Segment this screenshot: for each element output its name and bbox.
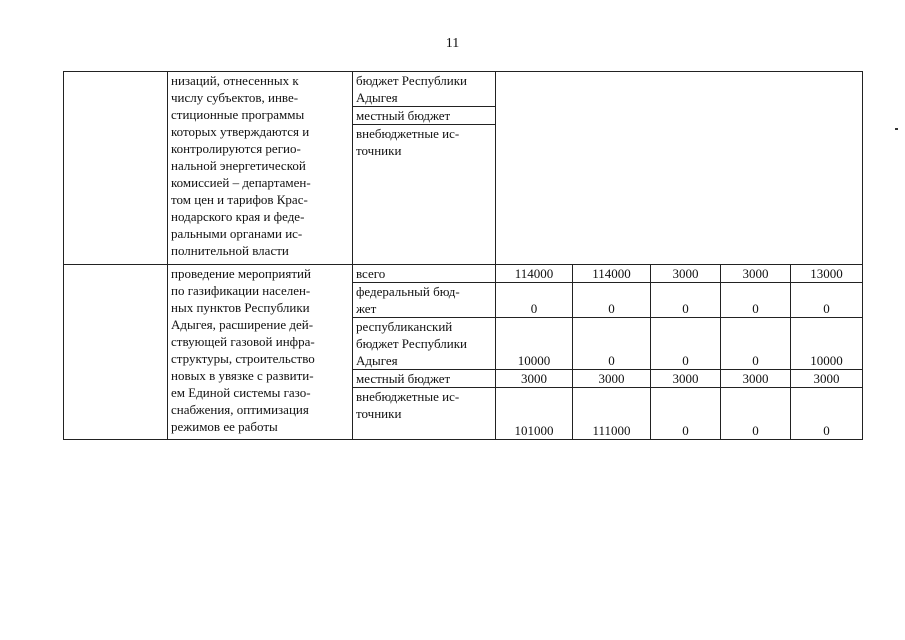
scan-artifact-mark (895, 128, 898, 130)
block1-source-regional-budget: бюджет Республики Адыгея (353, 72, 496, 107)
block2-regional-value-2: 0 (573, 318, 651, 370)
block2-local-value-5: 3000 (791, 370, 863, 388)
block2-total-value-5: 13000 (791, 265, 863, 283)
block2-federal-value-1: 0 (496, 283, 573, 318)
block2-total-value-1: 114000 (496, 265, 573, 283)
page-number: 11 (445, 36, 460, 51)
block2-regional-value-1: 10000 (496, 318, 573, 370)
block1-row-regional-budget (64, 72, 863, 107)
block2-extrabudgetary-value-5: 0 (791, 388, 863, 440)
block2-local-value-4: 3000 (721, 370, 791, 388)
block1-values-empty (496, 72, 863, 265)
block2-source-federal: федеральный бюд- жет (353, 283, 496, 318)
block2-extrabudgetary-value-2: 111000 (573, 388, 651, 440)
block1-number-cell (64, 72, 168, 265)
block2-source-total: всего (353, 265, 496, 283)
block2-description: проведение мероприятий по газификации населен- ных пунктов Республики Адыгея, расширение дей- ствующей газовой инфра- структуры, строительство новых в увязке с развити- ем Единой системы газо- снабжения, оптимизация режимов ее работы (168, 265, 353, 440)
block2-source-extrabudgetary: внебюджетные ис- точники (353, 388, 496, 440)
block2-federal-value-2: 0 (573, 283, 651, 318)
block2-total-value-3: 3000 (651, 265, 721, 283)
block2-extrabudgetary-value-1: 101000 (496, 388, 573, 440)
block2-total-value-2: 114000 (573, 265, 651, 283)
block2-number-cell (64, 265, 168, 440)
block2-source-local: местный бюджет (353, 370, 496, 388)
block2-regional-value-5: 10000 (791, 318, 863, 370)
block2-regional-value-4: 0 (721, 318, 791, 370)
block2-extrabudgetary-value-4: 0 (721, 388, 791, 440)
block1-source-local-budget: местный бюджет (353, 107, 496, 125)
block2-federal-value-3: 0 (651, 283, 721, 318)
block1-description: низаций, отнесенных к числу субъектов, инве- стиционные программы которых утверждаются и контролируются регио- нальной энергетической комиссией – департамен- том цен и тарифов Крас- нодарского края и феде- ральными органами ис- полнительной власти (168, 72, 353, 265)
block2-federal-value-4: 0 (721, 283, 791, 318)
budget-table (63, 71, 863, 440)
block2-row-total (64, 265, 863, 283)
block1-source-extrabudgetary: внебюджетные ис- точники (353, 125, 496, 265)
block2-local-value-1: 3000 (496, 370, 573, 388)
block2-local-value-3: 3000 (651, 370, 721, 388)
block2-extrabudgetary-value-3: 0 (651, 388, 721, 440)
block2-total-value-4: 3000 (721, 265, 791, 283)
block2-local-value-2: 3000 (573, 370, 651, 388)
block2-federal-value-5: 0 (791, 283, 863, 318)
block2-regional-value-3: 0 (651, 318, 721, 370)
block2-source-regional: республиканский бюджет Республики Адыгея (353, 318, 496, 370)
